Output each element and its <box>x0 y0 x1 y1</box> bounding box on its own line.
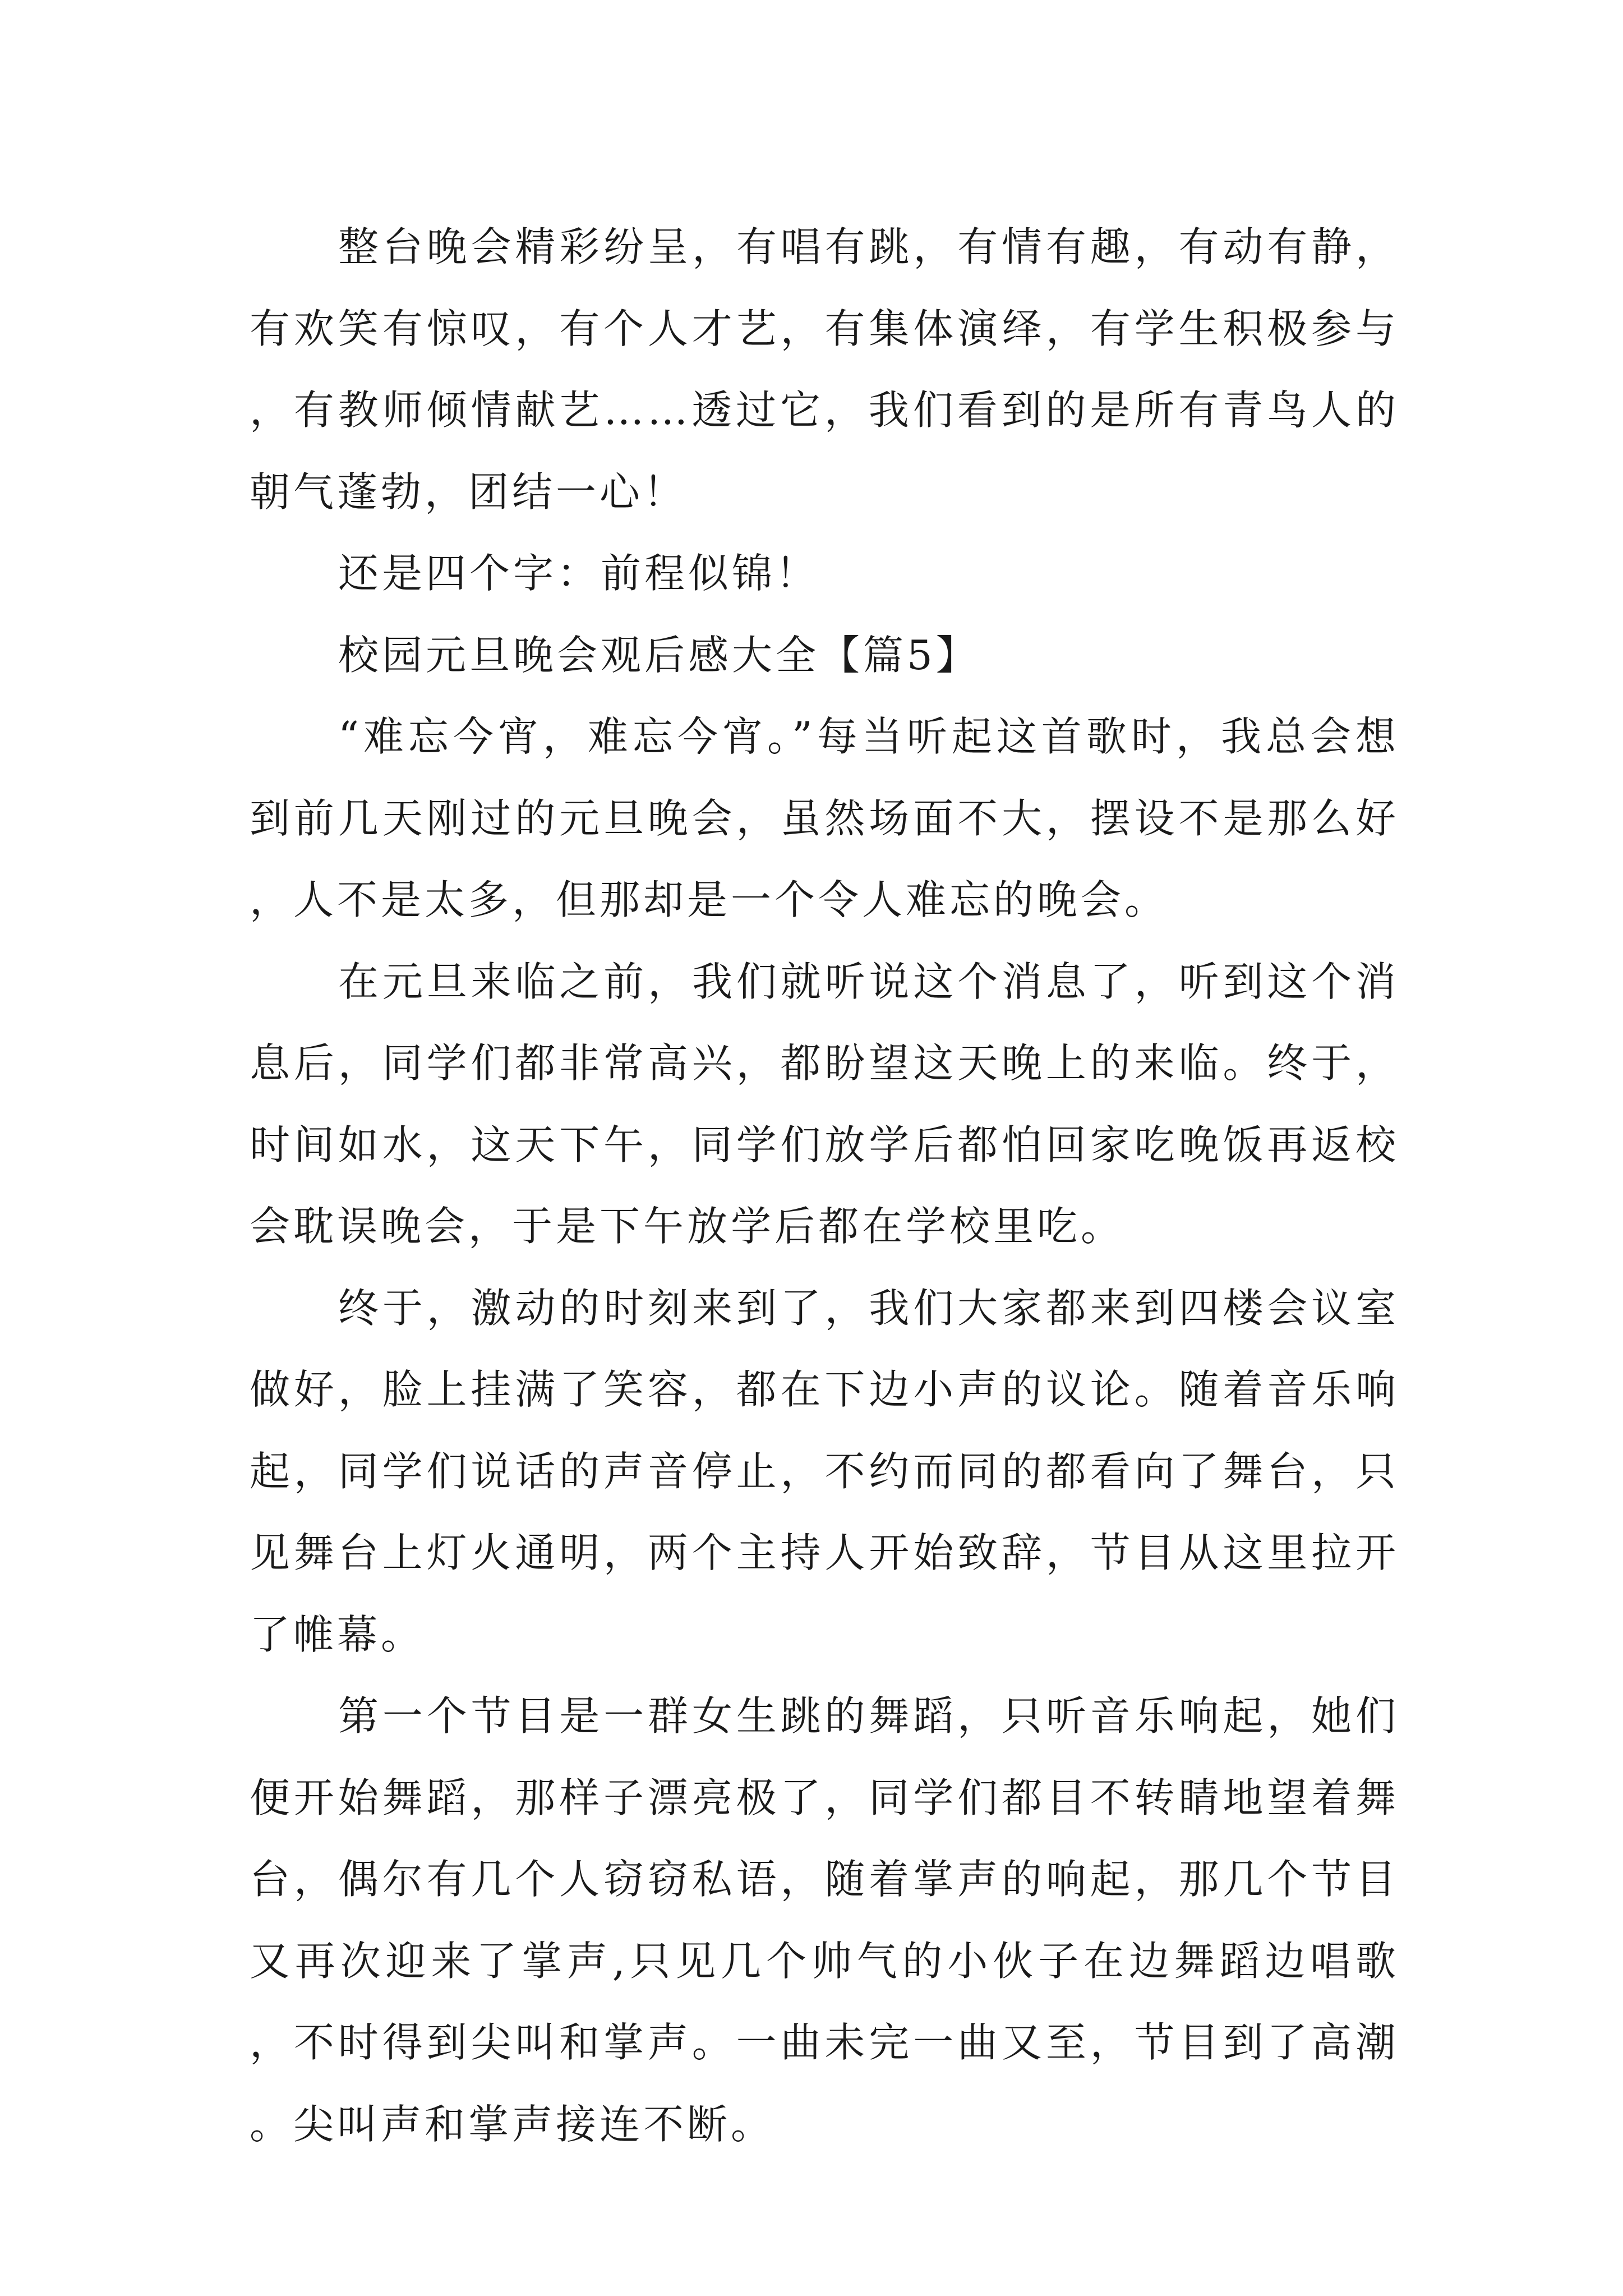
paragraph-4: 在元旦来临之前，我们就听说这个消息了，听到这个消息后，同学们都非常高兴，都盼望这天晚上的来临。终于，时间如水，这天下午，同学们放学后都怕回家吃晚饭再返校会耽误晚会，于是下午放学后都在学校里吃。 <box>250 958 1399 1250</box>
paragraph-6: 第一个节目是一群女生跳的舞蹈，只听音乐响起，她们便开始舞蹈，那样子漂亮极了，同学们都目不转睛地望着舞台，偶尔有几个人窃窃私语，随着掌声的响起，那几个节目又再次迎来了掌声,只见几个帅气的小伙子在边舞蹈边唱歌，不时得到尖叫和掌声。一曲未完一曲又至，节目到了高潮。尖叫声和掌声接连不断。 <box>250 1692 1399 2148</box>
paragraph-5: 终于，激动的时刻来到了，我们大家都来到四楼会议室做好，脸上挂满了笑容，都在下边小声的议论。随着音乐响起，同学们说话的声音停止，不约而同的都看向了舞台，只见舞台上灯火通明，两个主持人开始致辞，节目从这里拉开了帷幕。 <box>250 1284 1399 1658</box>
document-body <box>250 206 1399 2165</box>
section-heading: 校园元旦晚会观后感大全【篇5】 <box>338 631 980 679</box>
paragraph-1: 整台晚会精彩纷呈，有唱有跳，有情有趣，有动有静，有欢笑有惊叹，有个人才艺，有集体演绎，有学生积极参与，有教师倾情献艺……透过它，我们看到的是所有青鸟人的朝气蓬勃，团结一心！ <box>250 223 1399 516</box>
paragraph-2: 还是四个字：前程似锦！ <box>338 550 820 597</box>
paragraph-3: “难忘今宵，难忘今宵。”每当听起这首歌时，我总会想到前几天刚过的元旦晚会，虽然场面不大，摆设不是那么好，人不是太多，但那却是一个令人难忘的晚会。 <box>250 713 1399 923</box>
